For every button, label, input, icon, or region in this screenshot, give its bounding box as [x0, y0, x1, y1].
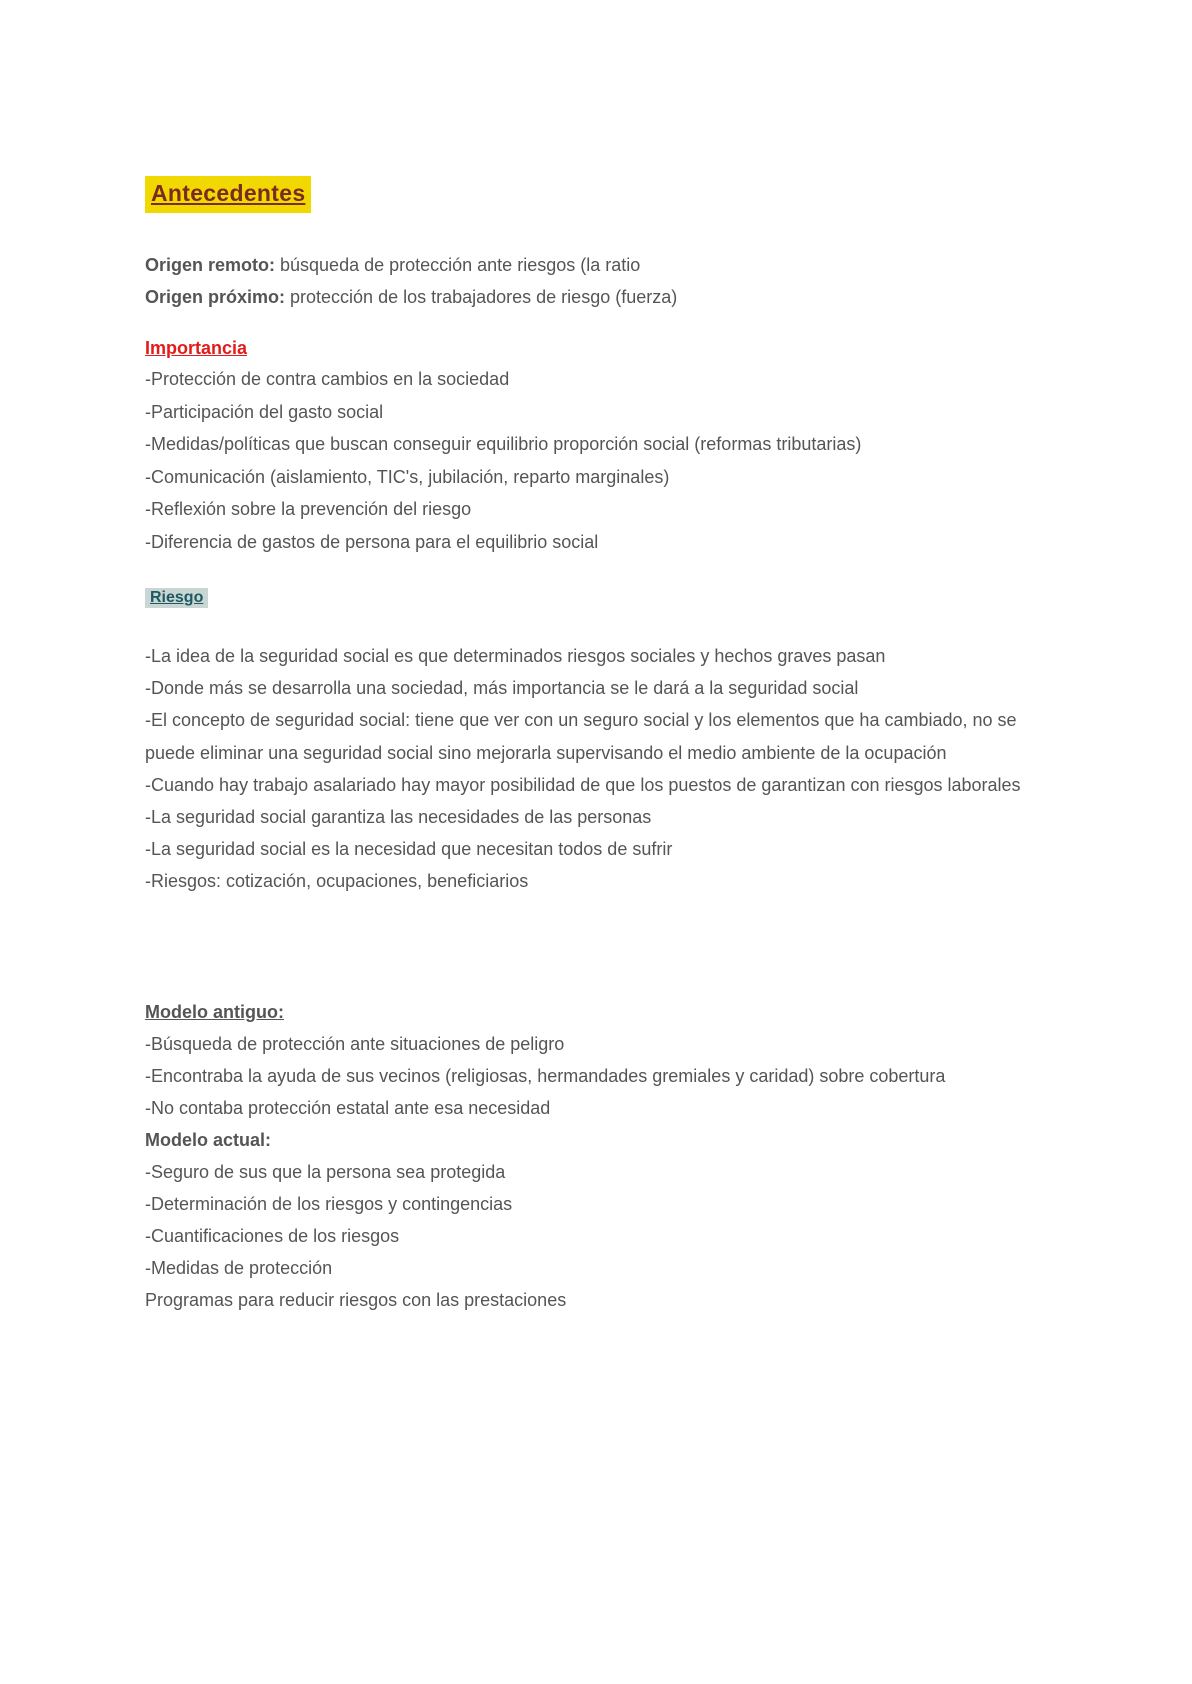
- list-item: -Donde más se desarrolla una sociedad, más importancia se le dará a la seguridad social: [145, 678, 859, 699]
- list-item: -Medidas de protección: [145, 1257, 333, 1278]
- list-item: -Riesgos: cotización, ocupaciones, beneficiarios: [145, 871, 529, 892]
- history-block: [145, 996, 1060, 1316]
- origin-line-remote: [145, 249, 1060, 281]
- list-item: -No contaba protección estatal ante esa necesidad: [145, 1097, 551, 1118]
- list-item: -Diferencia de gastos de persona para el equilibrio social: [145, 531, 599, 552]
- risk-heading: Riesgo: [145, 588, 208, 608]
- history-heading-current: Modelo actual:: [145, 1129, 272, 1150]
- history-heading-old: Modelo antiguo:: [145, 1001, 284, 1022]
- document-content: [145, 176, 1060, 1316]
- list-item: -Seguro de sus que la persona sea protegida: [145, 1161, 506, 1182]
- list-item: -La seguridad social garantiza las necesidades de las personas: [145, 807, 652, 828]
- list-item: -La seguridad social es la necesidad que necesitan todos de sufrir: [145, 839, 673, 860]
- origins-block: [145, 249, 1060, 313]
- origin-line-near: [145, 281, 1060, 313]
- list-item: -Protección de contra cambios en la sociedad: [145, 369, 510, 389]
- list-item: -Determinación de los riesgos y contingencias: [145, 1193, 513, 1214]
- importance-heading: Importancia: [145, 338, 248, 358]
- origin-near-text: protección de los trabajadores de riesgo (fuerza): [285, 287, 678, 307]
- list-item: -Encontraba la ayuda de sus vecinos (religiosas, hermandades gremiales y caridad) sobre cobertura: [145, 1065, 946, 1086]
- list-item: Programas para reducir riesgos con las prestaciones: [145, 1289, 567, 1310]
- document-title: Antecedentes: [151, 180, 306, 206]
- list-item: -Búsqueda de protección ante situaciones de peligro: [145, 1033, 565, 1054]
- list-item: -Cuando hay trabajo asalariado hay mayor posibilidad de que los puestos de garantizan con riesgos laborales: [145, 774, 1021, 795]
- origin-remote-label: Origen remoto:: [145, 255, 276, 275]
- spacer: [145, 898, 1060, 996]
- list-item: -El concepto de seguridad social: tiene que ver con un seguro social y los elementos que ha cambiado, no se puede eliminar una seguridad social sino mejorarla supervisando el medio ambiente de la ocupación: [145, 710, 1017, 763]
- origin-remote-text: búsqueda de protección ante riesgos (la ratio: [275, 255, 641, 275]
- list-item: -Medidas/políticas que buscan conseguir equilibrio proporción social (reformas tributarias): [145, 434, 862, 454]
- list-item: -La idea de la seguridad social es que determinados riesgos sociales y hechos graves pasan: [145, 646, 886, 666]
- risk-list: [145, 640, 1060, 898]
- list-item: -Participación del gasto social: [145, 401, 384, 422]
- list-item: -Cuantificaciones de los riesgos: [145, 1225, 400, 1246]
- list-item: -Comunicación (aislamiento, TIC's, jubilación, reparto marginales): [145, 466, 670, 487]
- list-item: -Reflexión sobre la prevención del riesgo: [145, 499, 472, 519]
- title-highlight: [145, 176, 311, 213]
- importance-list: [145, 363, 1060, 558]
- origin-near-label: Origen próximo:: [145, 287, 286, 307]
